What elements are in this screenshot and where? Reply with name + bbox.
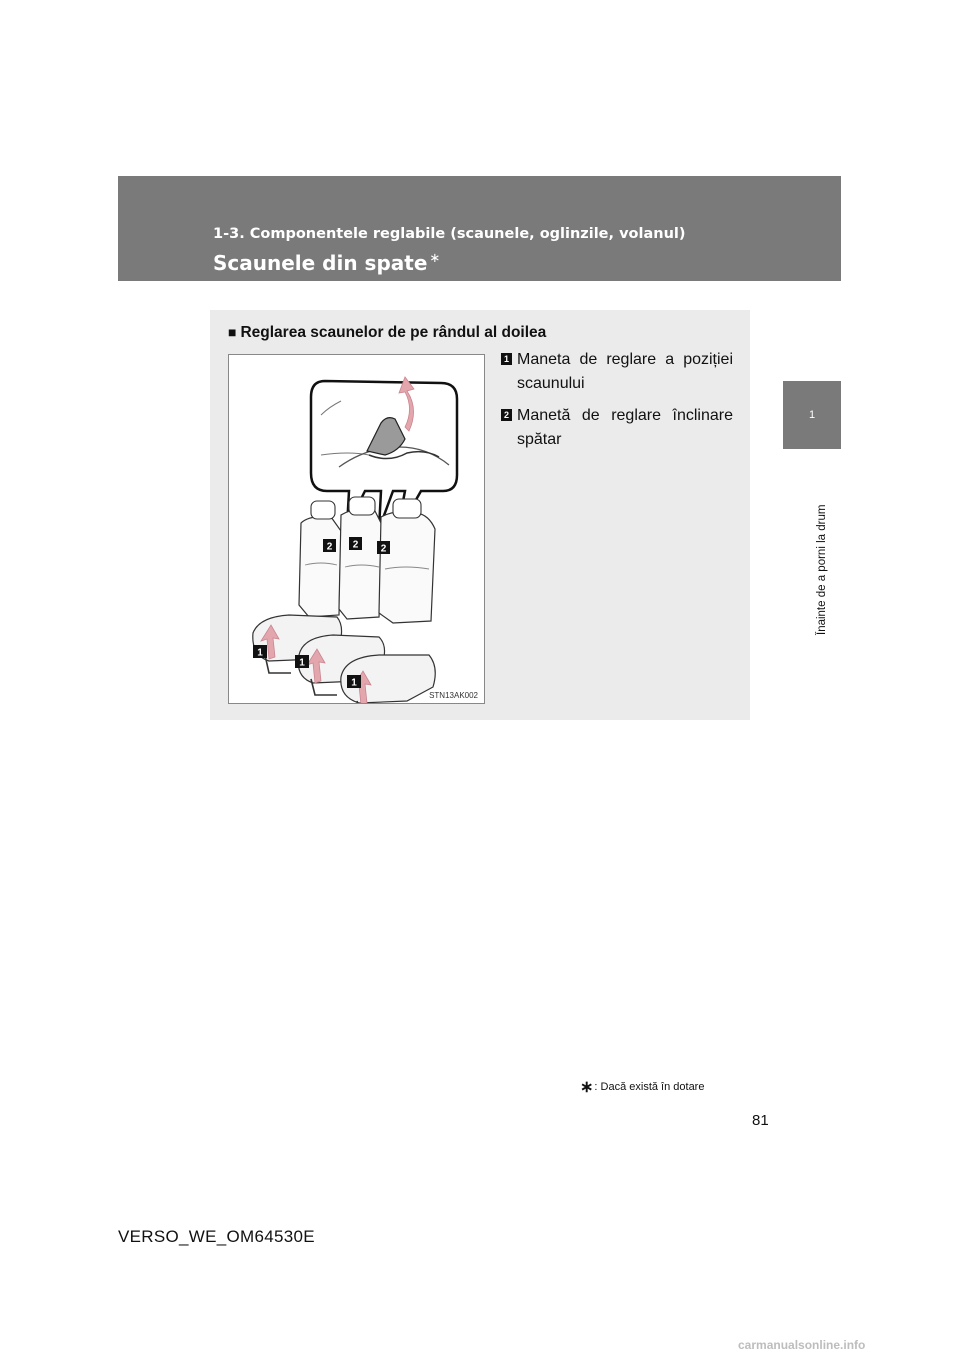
svg-text:1: 1	[257, 647, 263, 659]
callout-2-middle	[349, 537, 362, 551]
legend-text: Maneta de reglare a poziției scaunului	[517, 351, 733, 392]
callout-2-left	[323, 539, 336, 553]
document-code: VERSO_WE_OM64530E	[118, 1227, 315, 1246]
chapter-tab	[783, 381, 841, 449]
panel-heading	[228, 324, 546, 342]
chapter-label: Înainte de a porni la drum	[816, 504, 828, 635]
svg-text:1: 1	[351, 677, 357, 689]
svg-text:2: 2	[352, 539, 359, 551]
footnote-text: : Dacă există în dotare	[594, 1081, 705, 1093]
section-label: 1-3. Componentele reglabile (scaunele, oglinzile, volanul)	[213, 226, 686, 242]
content-panel	[210, 310, 750, 720]
legend-text: Manetă de reglare înclinare spătar	[517, 407, 733, 448]
callout-1-right	[347, 675, 361, 689]
figure-code: STN13AK002	[429, 691, 478, 700]
legend	[501, 348, 733, 460]
legend-item	[501, 348, 733, 396]
callout-1-middle	[295, 655, 309, 669]
panel-heading-text: Reglarea scaunelor de pe rândul al doilea	[240, 324, 547, 341]
svg-text:2: 2	[326, 541, 333, 553]
watermark: carmanualsonline.info	[738, 1338, 866, 1352]
bullet-square: ■	[228, 324, 237, 340]
page-title-text: Scaunele din spate	[213, 251, 428, 275]
page-title	[213, 251, 440, 275]
footnote-asterisk: ∗	[580, 1079, 594, 1096]
legend-number: 1	[501, 353, 512, 365]
legend-item	[501, 404, 733, 452]
callout-2-right	[377, 541, 390, 555]
title-asterisk: ∗	[429, 251, 441, 267]
seats-drawing	[229, 355, 484, 703]
section-header	[118, 176, 841, 281]
chapter-number: 1	[808, 409, 816, 421]
svg-text:2: 2	[380, 543, 387, 555]
callout-1-left	[253, 645, 267, 659]
legend-number: 2	[501, 409, 512, 421]
rear-seats-illustration	[228, 354, 485, 704]
footnote	[580, 1077, 704, 1097]
svg-text:1: 1	[299, 657, 305, 669]
page-number: 81	[752, 1112, 769, 1129]
